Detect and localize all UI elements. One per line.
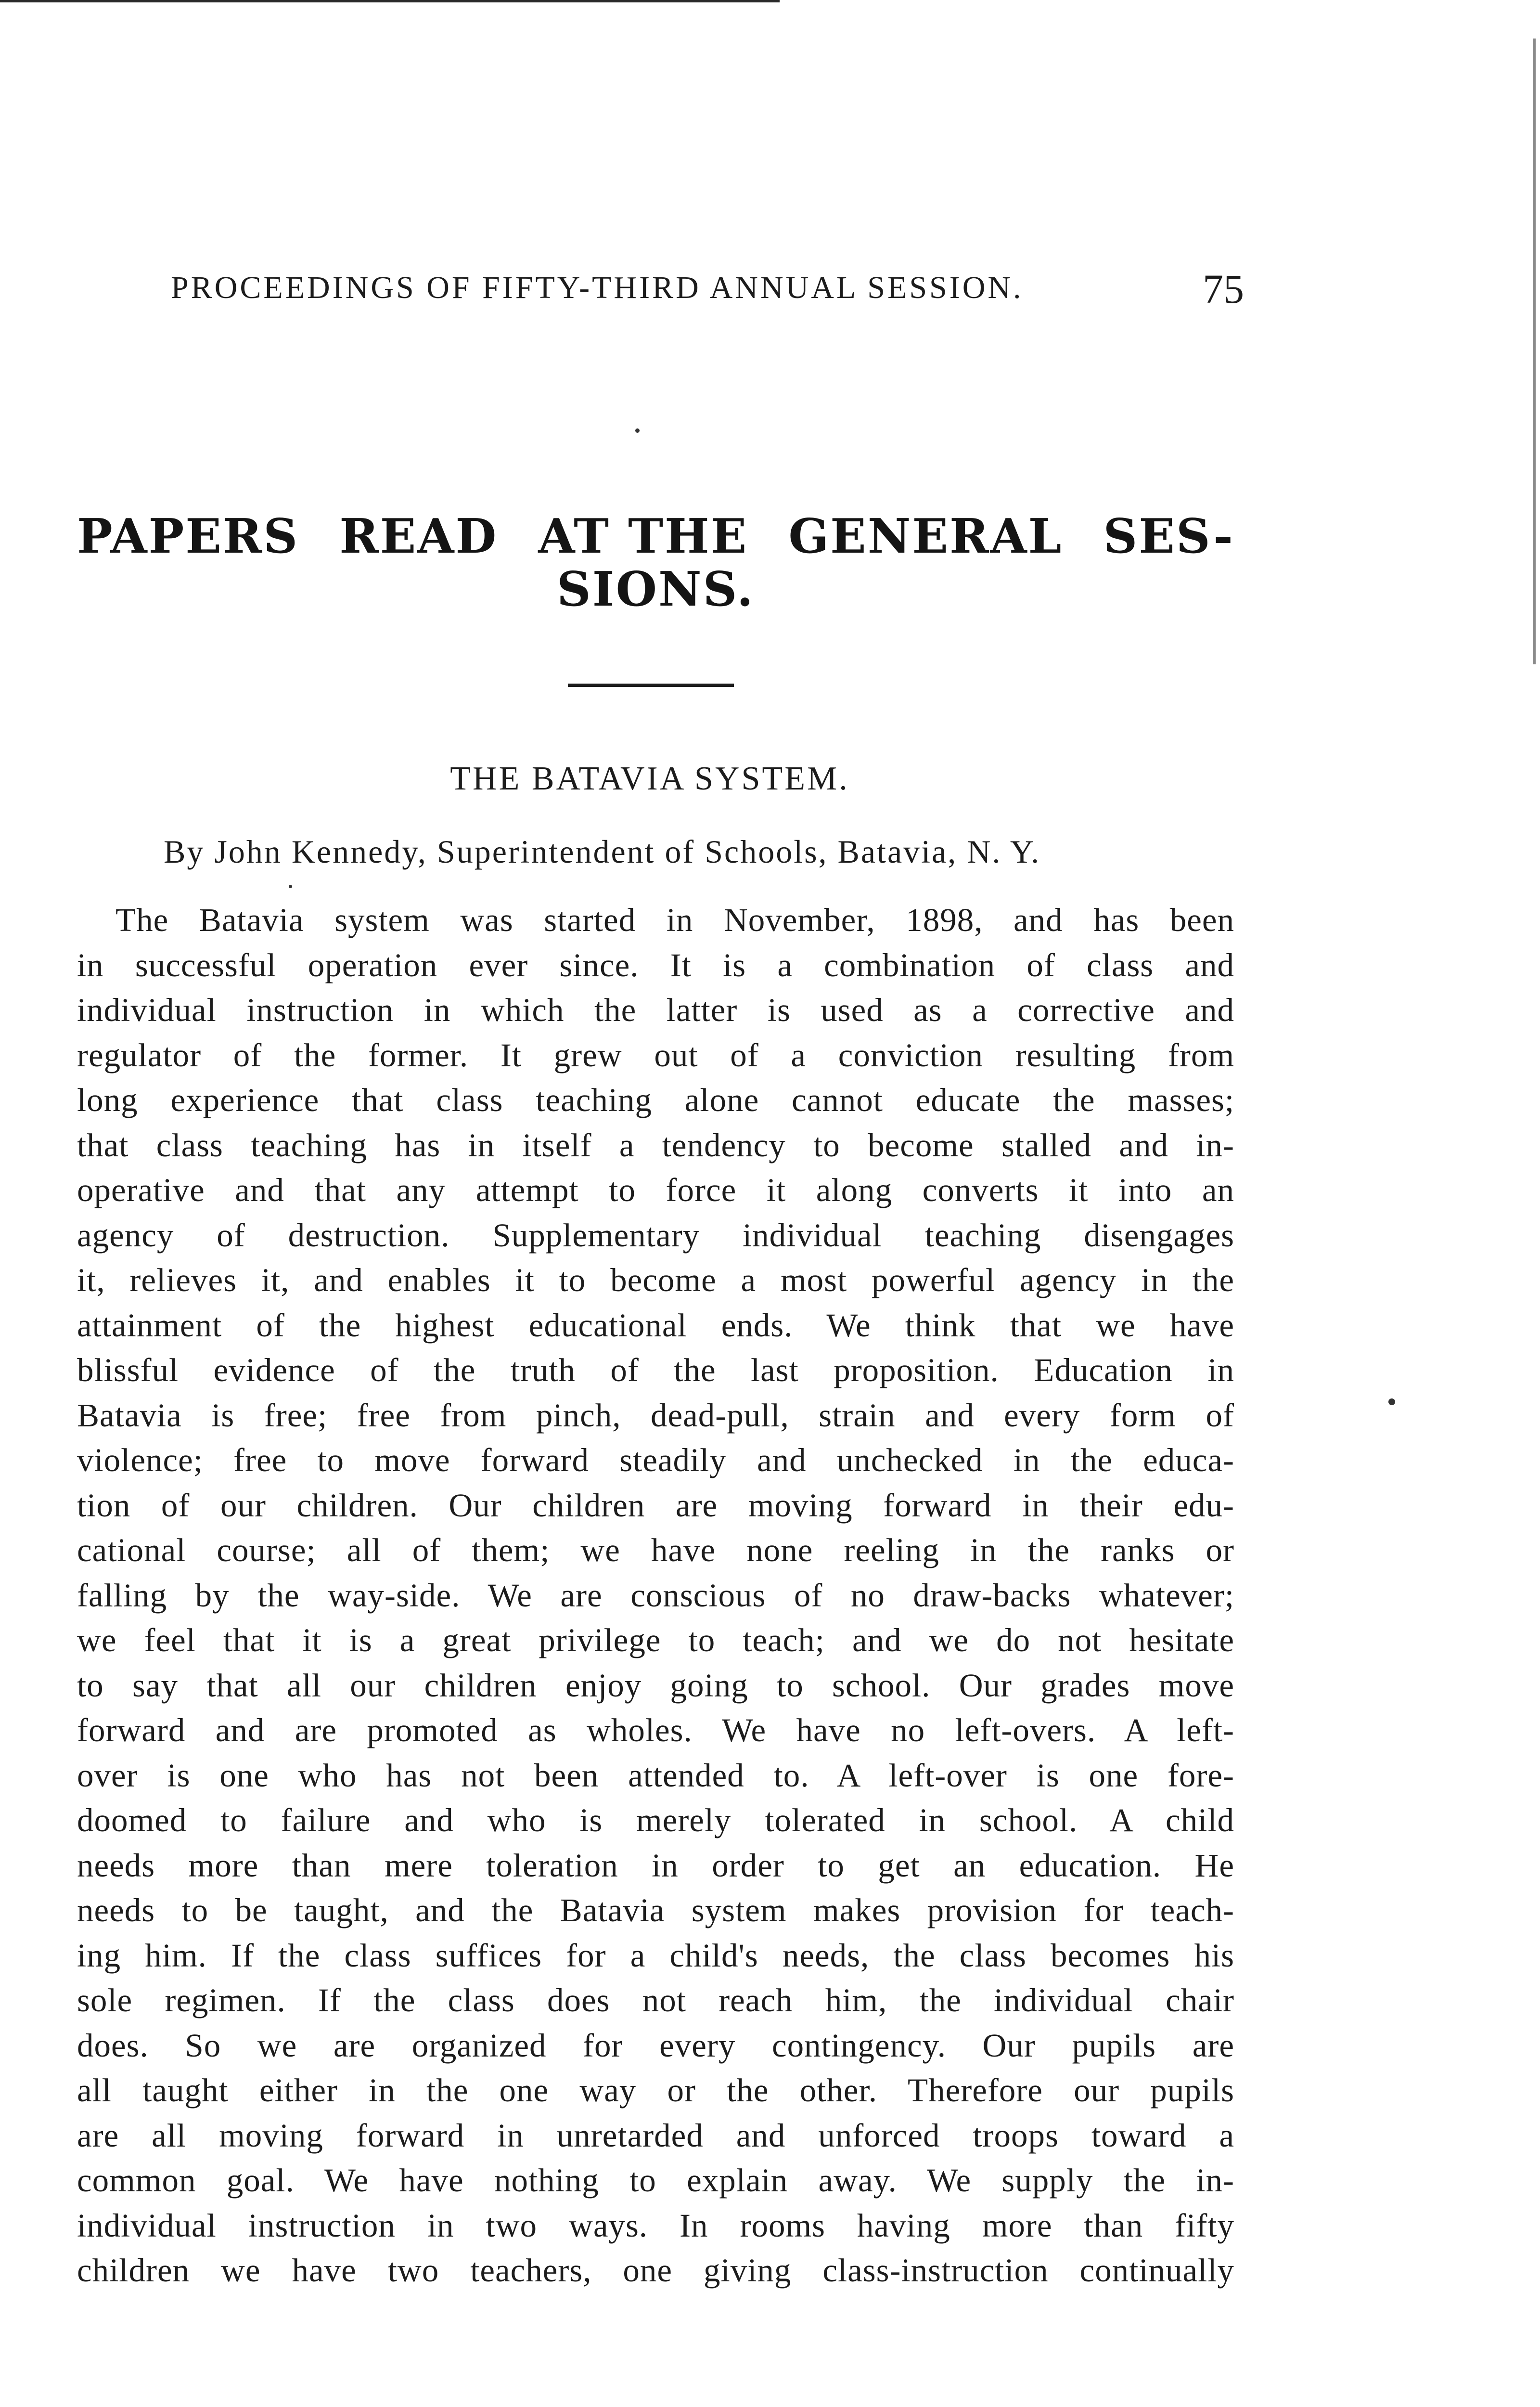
page-number: 75 [1203, 266, 1244, 312]
scan-speck [289, 885, 292, 888]
heading-divider [568, 684, 734, 687]
body-line: cational course; all of them; we have none reeling in the ranks or [77, 1532, 1234, 1568]
body-line: children we have two teachers, one giving class-instruction continually [77, 2252, 1234, 2289]
running-title: PROCEEDINGS OF FIFTY-THIRD ANNUAL SESSION. [171, 270, 1024, 305]
body-line: in successful operation ever since. It is a combination of class and [77, 946, 1234, 984]
body-line: needs more than mere toleration in order to get an education. He [77, 1847, 1234, 1884]
body-line: regulator of the former. It grew out of a conviction resulting from [77, 1036, 1234, 1074]
scan-right-edge-shadow [1533, 39, 1536, 664]
body-line: over is one who has not been attended to. A left-over is one fore- [77, 1757, 1234, 1794]
article-title: THE BATAVIA SYSTEM. [450, 760, 849, 797]
section-heading-line-1 [77, 510, 1234, 563]
body-line: falling by the way-side. We are conscious of no draw-backs whatever; [77, 1577, 1234, 1614]
body-line: attainment of the highest educational ends. We think that we have [77, 1307, 1234, 1344]
body-line: agency of destruction. Supplementary individual teaching disengages [77, 1216, 1234, 1254]
heading-word: SES- [1103, 509, 1234, 564]
body-line: individual instruction in two ways. In rooms having more than fifty [77, 2207, 1234, 2244]
body-line: to say that all our children enjoy going to school. Our grades move [77, 1667, 1234, 1704]
section-heading-line-2: SIONS. [557, 562, 755, 617]
body-line: operative and that any attempt to force it along converts it into an [77, 1172, 1234, 1208]
body-line: does. So we are organized for every contingency. Our pupils are [77, 2027, 1234, 2064]
body-line: tion of our children. Our children are moving forward in their edu- [77, 1487, 1234, 1524]
heading-word: AT THE [538, 509, 748, 564]
scan-top-edge-rule [0, 0, 780, 2]
section-heading [77, 510, 1234, 616]
heading-word: GENERAL [788, 509, 1063, 564]
body-line: ing him. If the class suffices for a child's needs, the class becomes his [77, 1937, 1234, 1974]
article-body [77, 898, 1234, 2293]
running-header [171, 265, 1244, 313]
heading-word: READ [339, 509, 498, 564]
body-line: are all moving forward in unretarded and unforced troops toward a [77, 2117, 1234, 2154]
body-line: doomed to failure and who is merely tolerated in school. A child [77, 1802, 1234, 1838]
body-line: Batavia is free; free from pinch, dead-pull, strain and every form of [77, 1397, 1234, 1434]
body-line: common goal. We have nothing to explain away. We supply the in- [77, 2162, 1234, 2199]
body-line: violence; free to move forward steadily and unchecked in the educa- [77, 1442, 1234, 1478]
heading-word: PAPERS [77, 509, 299, 564]
article-byline: By John Kennedy, Superintendent of Schools, Batavia, N. Y. [164, 833, 1041, 870]
body-line: long experience that class teaching alone cannot educate the masses; [77, 1082, 1234, 1118]
scan-speck [635, 428, 640, 433]
body-line: all taught either in the one way or the other. Therefore our pupils [77, 2072, 1234, 2109]
scan-speck [1388, 1398, 1395, 1405]
body-line: we feel that it is a great privilege to teach; and we do not hesitate [77, 1622, 1234, 1658]
body-line: forward and are promoted as wholes. We have no left-overs. A left- [77, 1712, 1234, 1748]
body-line: that class teaching has in itself a tendency to become stalled and in- [77, 1126, 1234, 1164]
body-line: The Batavia system was started in November, 1898, and has been [116, 902, 1234, 938]
body-line: individual instruction in which the latter is used as a corrective and [77, 992, 1234, 1028]
body-line: sole regimen. If the class does not reach him, the individual chair [77, 1982, 1234, 2019]
body-line: needs to be taught, and the Batavia system makes provision for teach- [77, 1892, 1234, 1928]
body-line: it, relieves it, and enables it to become a most powerful agency in the [77, 1262, 1234, 1298]
body-line: blissful evidence of the truth of the last proposition. Education in [77, 1352, 1234, 1388]
